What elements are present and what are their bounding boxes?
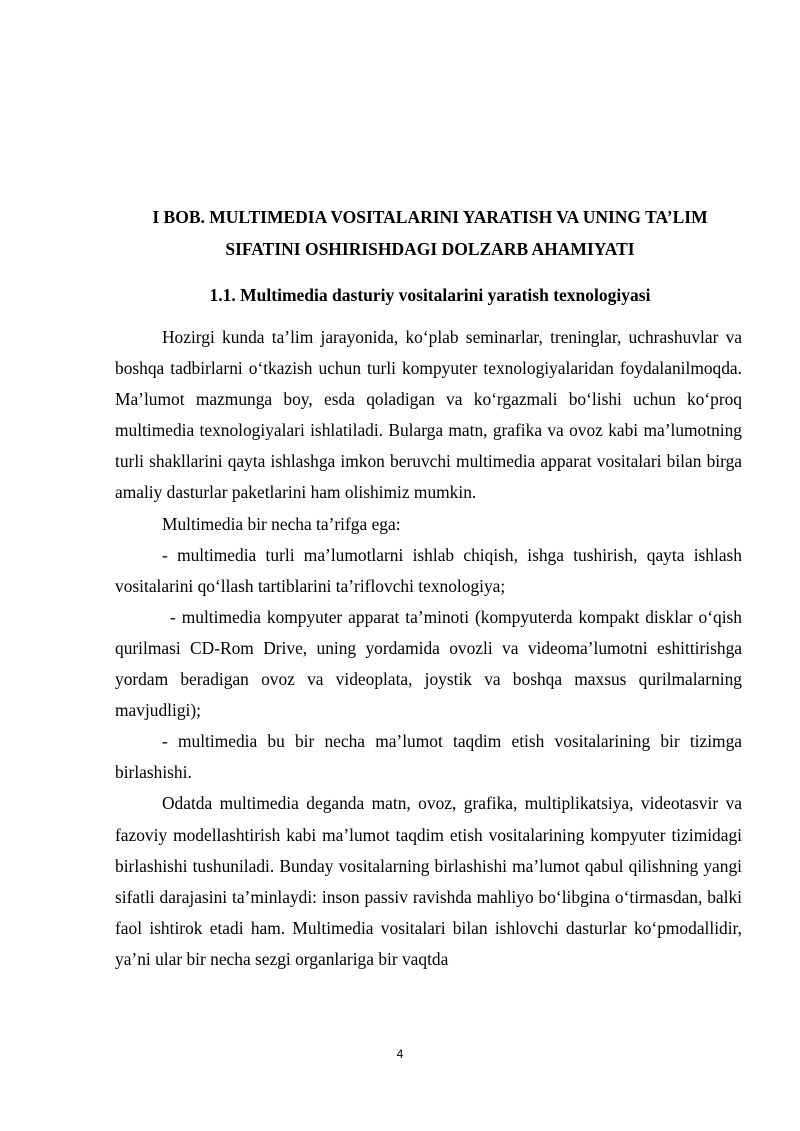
paragraph-definition-3: - multimedia bu bir necha ma’lumot taqdim etish vositalarining bir tizimga birlashishi. [115,731,742,783]
page-number: 4 [396,1047,404,1061]
paragraph-multimedia-meaning: Odatda multimedia deganda matn, ovoz, grafika, multiplikatsiya, videotasvir va fazoviy modellashtirish kabi ma’lumot taqdim etish vositalarining kompyuter tizimidagi birlashishi tushuniladi. Bunday vositalarning birlashishi ma’lumot qabul qilishning yangi sifatli darajasini ta’minlaydi: inson passiv ravishda mahliyo bo‘libgina o‘tirmasdan, balki faol ishtirok etadi ham. Multimedia vositalari bilan ishlovchi dasturlar ko‘pmodallidir, ya’ni ular bir necha sezgi organlariga bir vaqtda [115,793,742,969]
paragraph-intro: Hozirgi kunda ta’lim jarayonida, ko‘plab seminarlar, treninglar, uchrashuvlar va boshqa tadbirlarni o‘tkazish uchun turli kompyuter texnologiyalaridan foydalanilmoqda. Ma’lumot mazmunga boy, esda qoladigan va ko‘rgazmali bo‘lishi uchun ko‘proq multimedia texnologiyalari ishlatiladi. Bularga matn, grafika va ovoz kabi ma’lumotning turli shakllarini qayta ishlashga imkon beruvchi multimedia apparat vositalari bilan birga amaliy dasturlar paketlarini ham olishimiz mumkin. [115,327,742,503]
section-title: 1.1. Multimedia dasturiy vositalarini yaratish texnologiyasi [209,285,651,305]
body-text [115,322,742,975]
chapter-title-line-2: SIFATINI OSHIRISHDAGI DOLZARB AHAMIYATI [225,239,635,259]
paragraph-definition-2: - multimedia kompyuter apparat ta’minoti (kompyuterda kompakt disklar o‘qish qurilmasi CD-Rom Drive, uning yordamida ovozli va videoma’lumotni eshittirishga yordam beradigan ovoz va videoplata, joystik va boshqa maxsus qurilmalarning mavjudligi); [115,606,742,721]
paragraph-definition-1: - multimedia turli ma’lumotlarni ishlab chiqish, ishga tushirish, qayta ishlash vositalarini qo‘llash tartiblarini ta’riflovchi texnologiya; [115,544,742,596]
paragraph-definitions-lead: Multimedia bir necha ta’rifga ega: [162,513,401,534]
chapter-title-line-1: I BOB. MULTIMEDIA VOSITALARINI YARATISH VA UNING TA’LIM [152,207,708,227]
